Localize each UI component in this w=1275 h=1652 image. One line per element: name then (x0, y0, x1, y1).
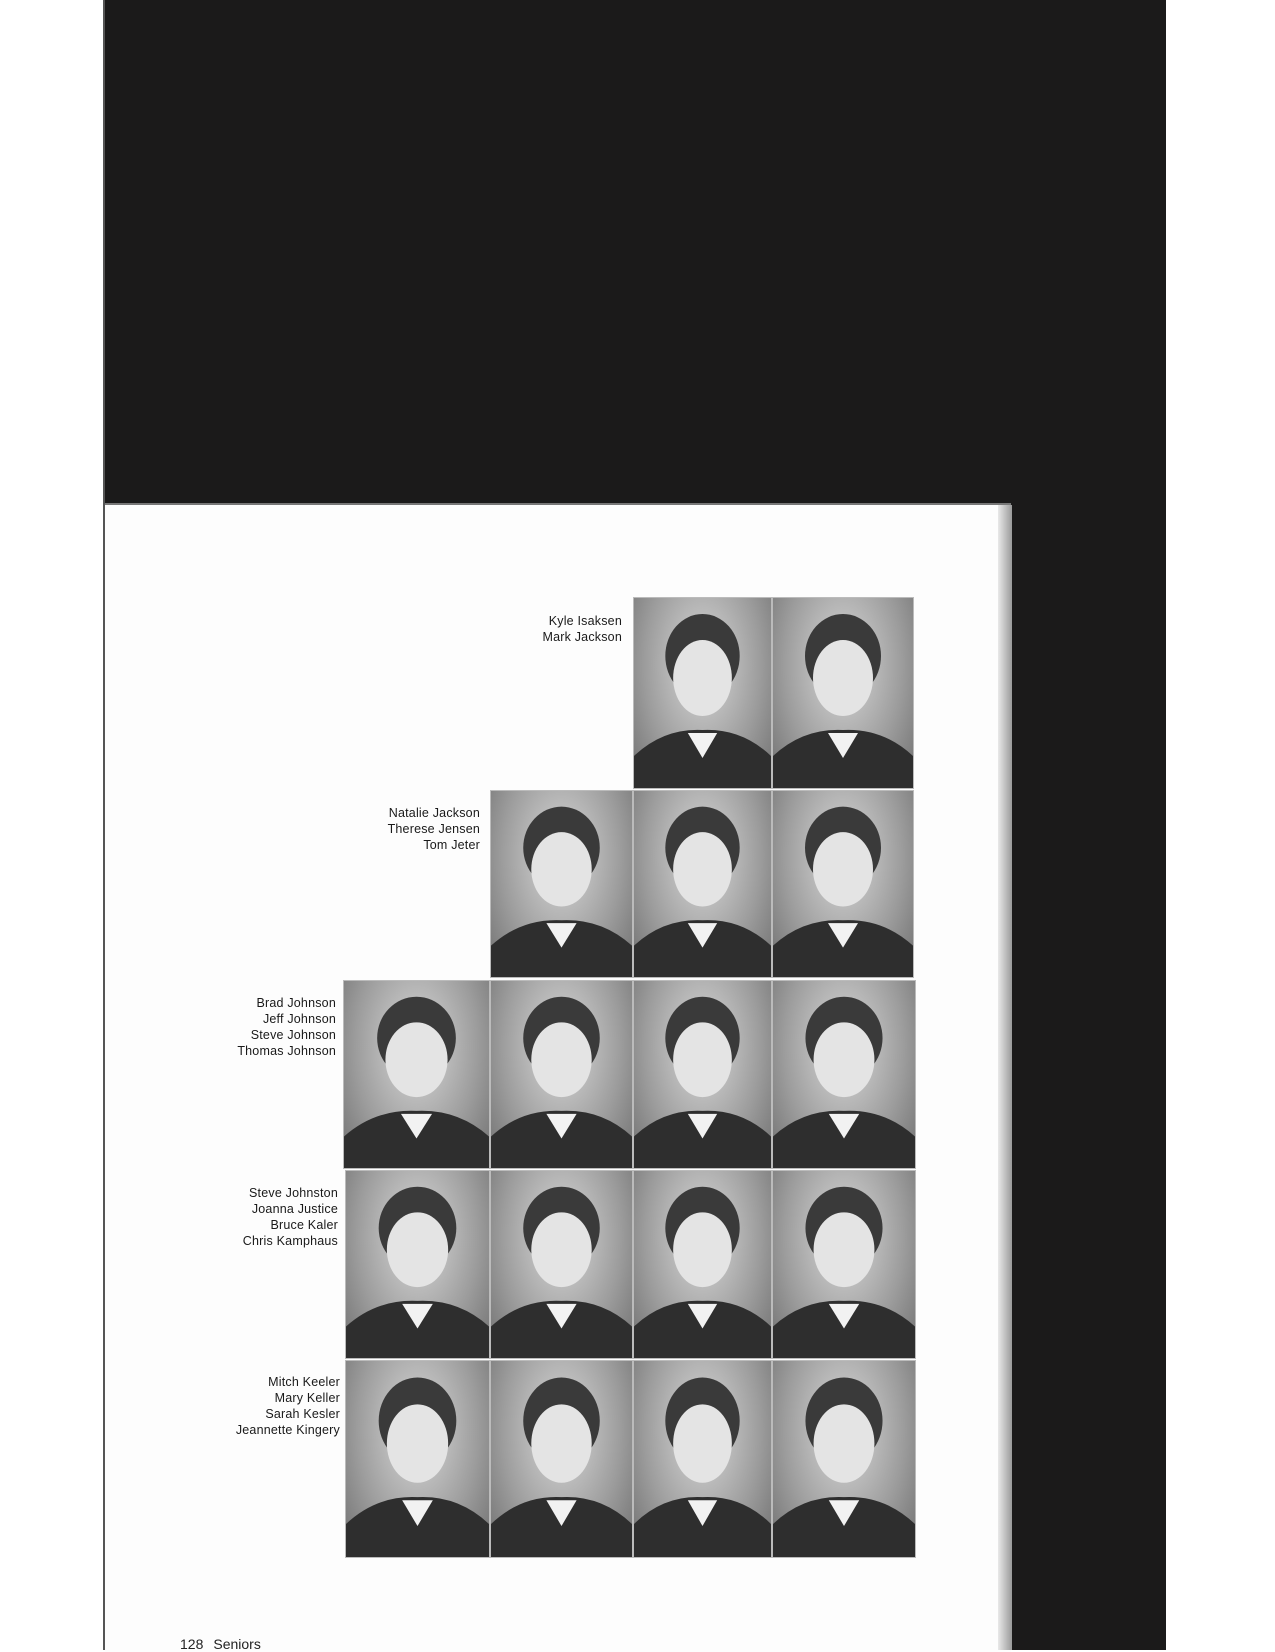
student-name: Therese Jensen (387, 822, 480, 836)
portrait-photo (773, 981, 915, 1168)
student-name: Natalie Jackson (388, 806, 480, 820)
row-3-names (237, 995, 336, 1059)
student-name: Thomas Johnson (237, 1044, 336, 1058)
row-4-names (243, 1185, 338, 1249)
row-5-names (236, 1374, 340, 1438)
student-name: Kyle Isaksen (548, 614, 622, 628)
portrait-photo (634, 1171, 771, 1358)
portrait-photo (773, 1361, 915, 1557)
portrait-photo (491, 981, 632, 1168)
portrait-photo (346, 1171, 489, 1358)
row-2-names (388, 805, 480, 853)
page-number: 128 (180, 1636, 204, 1652)
portrait-photo (773, 791, 913, 977)
page-edge-shadow (998, 505, 1012, 1650)
student-name: Mitch Keeler (268, 1375, 340, 1389)
student-name: Mary Keller (274, 1391, 340, 1405)
portrait-photo (634, 791, 771, 977)
student-name: Mark Jackson (542, 630, 622, 644)
student-name: Steve Johnston (249, 1186, 338, 1200)
scan-background-top (104, 0, 1166, 506)
portrait-photo (491, 791, 632, 977)
student-name: Tom Jeter (423, 838, 480, 852)
student-name: Jeff Johnson (262, 1012, 336, 1026)
section-title: Seniors (213, 1636, 261, 1652)
row-1-names (542, 613, 622, 645)
student-name: Joanna Justice (251, 1202, 338, 1216)
student-name: Brad Johnson (256, 996, 336, 1010)
student-name: Chris Kamphaus (242, 1234, 338, 1248)
portrait-photo (634, 598, 771, 788)
student-name: Sarah Kesler (265, 1407, 340, 1421)
portrait-photo (346, 1361, 489, 1557)
portrait-photo (634, 981, 771, 1168)
student-name: Jeannette Kingery (235, 1423, 340, 1437)
portrait-photo (634, 1361, 771, 1557)
portrait-photo (773, 598, 913, 788)
portrait-photo (344, 981, 489, 1168)
student-name: Bruce Kaler (270, 1218, 338, 1232)
portrait-photo (491, 1171, 632, 1358)
student-name: Steve Johnson (250, 1028, 336, 1042)
portrait-photo (773, 1171, 915, 1358)
portrait-photo (491, 1361, 632, 1557)
